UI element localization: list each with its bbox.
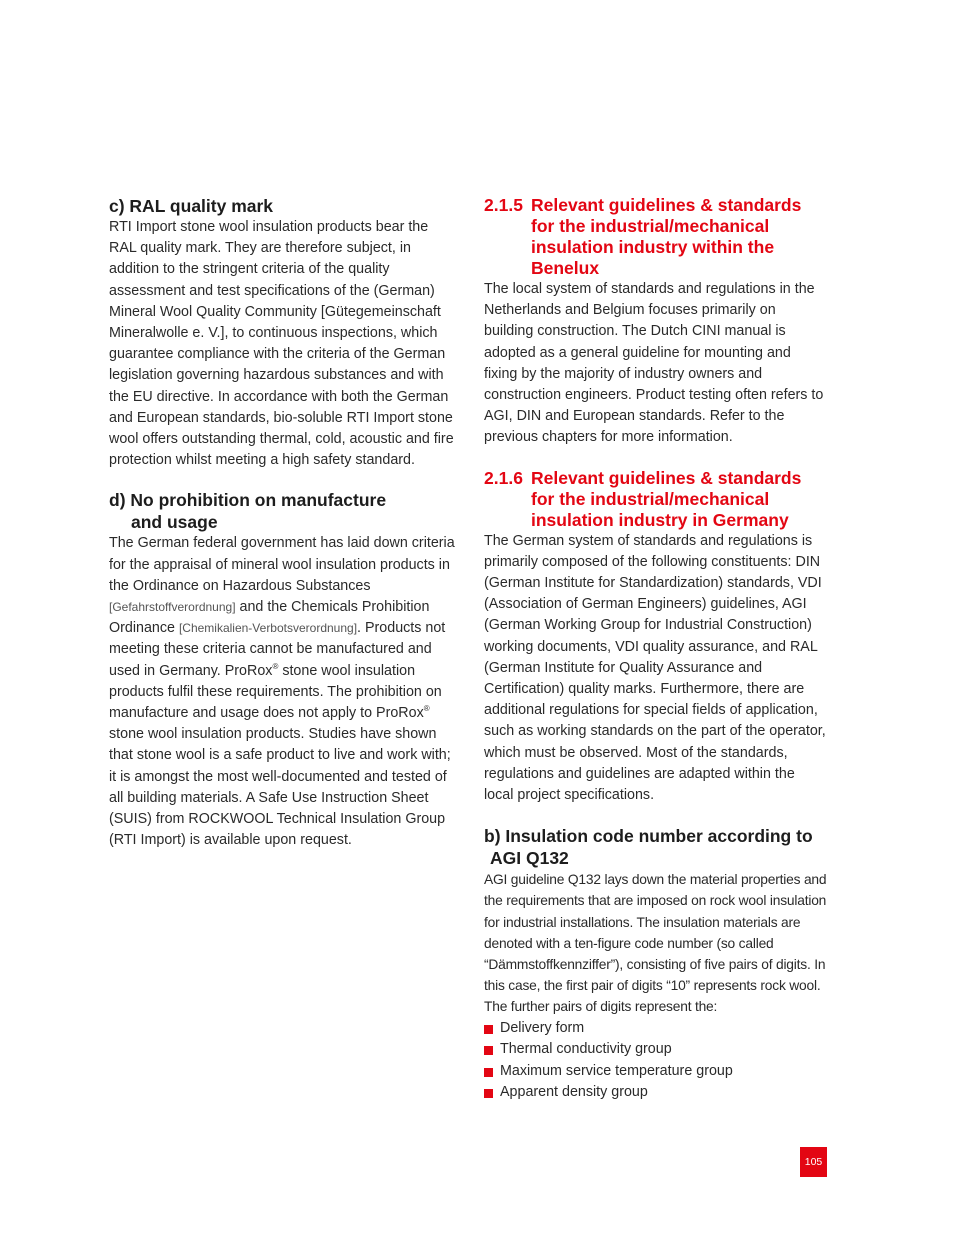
no-prohibition-body (109, 533, 455, 851)
section-number: 2.1.5 (484, 195, 523, 215)
section-2-1-6-body: The German system of standards and regulations is primarily composed of the following constituents: DIN (German Institute for Standardization) standards, VDI (Association of German Engineers) guidelines, AGI (German Working Group for Industrial Construction) working documents, VDI quality assurance, and RAL (German Institute for Quality Assurance and Certification) quality marks. Furthermore, there are additional regulations for special fields of application, such as working standards on the part of the operator, which must be observed. Most of the standards, regulations and guidelines are adapted within the local project specifications. (484, 532, 826, 804)
no-prohibition-heading-line1: d) No prohibition on manufacture (109, 490, 387, 511)
bullet-square-icon (484, 1025, 493, 1034)
german-term-chemikalien: [Chemikalien-Verbotsverordnung] (178, 621, 358, 636)
insulation-code-heading (484, 825, 828, 869)
section-title: Relevant guidelines & standards for the industrial/mechanical insulation industry within the Benelux (531, 195, 802, 278)
insulation-code-heading-line2: AGI Q132 (490, 848, 569, 869)
bullet-square-icon (484, 1046, 493, 1055)
body-segment: stone wool insulation products. Studies have shown that stone wool is a safe product to live and work with; it is amongst the most well-documented and tested of all building materials. A Safe Use Instruction Sheet (SUIS) from ROCKWOOL Technical Insulation Group (RTI Import) is available upon request. (109, 726, 451, 849)
bullet-square-icon (484, 1089, 493, 1098)
registered-mark: ® (423, 704, 430, 714)
list-item-text: Thermal conductivity group (500, 1041, 672, 1058)
body-segment: The German federal government has laid down criteria for the appraisal of mineral wool insulation products in the Ordinance on Hazardous Substances (109, 535, 455, 594)
ral-quality-mark-body: RTI Import stone wool insulation products bear the RAL quality mark. They are therefore subject, in addition to the stringent criteria of the quality assessment and test specifications of the (German) Mineral Wool Quality Community [Gütegemeinschaft Mineralwolle e. V.], to continuous inspections, which guarantee compliance with the criteria of the German legislation governing hazardous substances and with the EU directive. In accordance with both the German and European standards, bio-soluble RTI Import stone wool offers outstanding thermal, cold, acoustic and fire protection whilst meeting a high safety standard. (109, 219, 454, 469)
insulation-code-body: AGI guideline Q132 lays down the material properties and the requirements that are imposed on rock wool insulation for industrial installations. The insulation materials are denoted with a ten-figure code number (so called “Dämmstoffkennziffer”), consisting of five pairs of digits. In this case, the first pair of digits “10” represents rock wool. The further pairs of digits represent the: (484, 872, 827, 1015)
list-item (484, 1018, 828, 1039)
right-column (484, 195, 828, 1103)
insulation-code-heading-line1: b) Insulation code number according to (484, 826, 813, 847)
page-number-badge: 105 (800, 1147, 827, 1177)
list-item-text: Delivery form (500, 1019, 585, 1036)
section-number: 2.1.6 (484, 467, 523, 488)
section-2-1-5-heading (484, 195, 828, 279)
body-segment: and the Chemicals Prohibition Ordinance (109, 599, 430, 637)
bullet-square-icon (484, 1068, 493, 1077)
no-prohibition-heading (109, 489, 455, 533)
list-item (484, 1061, 828, 1082)
registered-mark: ® (272, 661, 279, 671)
section-title: Relevant guidelines & standards for the industrial/mechanical insulation industry in Germany (531, 467, 802, 530)
german-term-gefahrstoff: [Gefahrstoffverordnung] (109, 600, 236, 615)
digit-pairs-list (484, 1018, 828, 1104)
body-segment: . Products not meeting these criteria cannot be manufactured and used in Germany. ProRox (109, 620, 446, 679)
list-item (484, 1039, 828, 1060)
section-2-1-5-body: The local system of standards and regulations in the Netherlands and Belgium focuses primarily on building construction. The Dutch CINI manual is adopted as a general guideline for mounting and fixing by the majority of industry owners and construction engineers. Product testing often refers to AGI, DIN and European standards. Refer to the previous chapters for more information. (484, 281, 824, 446)
list-item (484, 1082, 828, 1103)
body-segment: stone wool insulation products fulfil these requirements. The prohibition on manufacture and usage does not apply to ProRox (109, 662, 442, 722)
ral-quality-mark-heading: c) RAL quality mark (109, 196, 274, 216)
section-2-1-6-heading (484, 468, 828, 531)
left-column (109, 195, 455, 851)
list-item-text: Maximum service temperature group (500, 1062, 733, 1079)
no-prohibition-heading-line2: and usage (131, 512, 218, 533)
list-item-text: Apparent density group (500, 1083, 648, 1100)
